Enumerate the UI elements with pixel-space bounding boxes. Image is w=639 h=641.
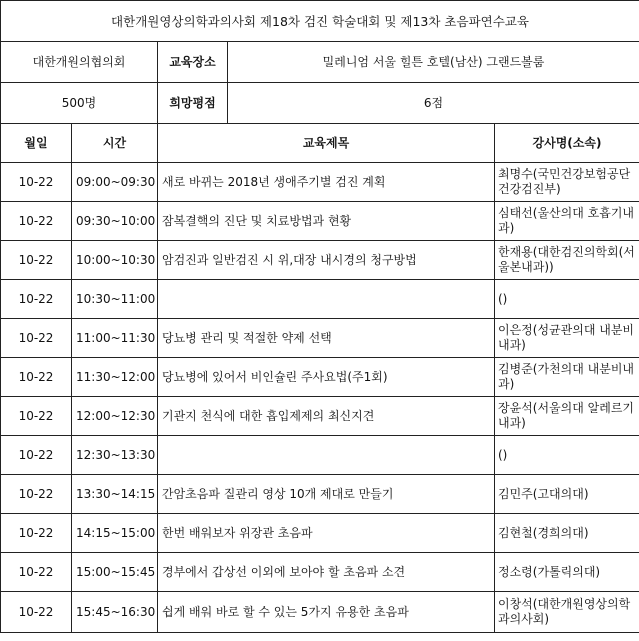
row-topic: 당뇨병에 있어서 비인슐린 주사요법(주1회): [158, 358, 495, 397]
credit-label: 희망평점: [158, 83, 228, 124]
row-lecturer: 최명수(국민건강보험공단 건강검진부): [495, 163, 639, 202]
table-row: [1, 319, 639, 358]
row-time: 14:15~15:00: [72, 514, 158, 553]
row-lecturer: 심태선(울산의대 호흡기내과): [495, 202, 639, 241]
row-topic: 기관지 천식에 대한 흡입제제의 최신지견: [158, 397, 495, 436]
header-topic: 교육제목: [158, 124, 495, 163]
row-date: 10-22: [1, 553, 72, 592]
row-lecturer: 한재용(대한검진의학회(서울본내과)): [495, 241, 639, 280]
row-topic: 암검진과 일반검진 시 위,대장 내시경의 청구방법: [158, 241, 495, 280]
row-topic: [158, 436, 495, 475]
row-date: 10-22: [1, 241, 72, 280]
table-row: [1, 475, 639, 514]
row-date: 10-22: [1, 397, 72, 436]
row-date: 10-22: [1, 202, 72, 241]
row-lecturer: 김민주(고대의대): [495, 475, 639, 514]
row-date: 10-22: [1, 475, 72, 514]
row-time: 11:00~11:30: [72, 319, 158, 358]
row-lecturer: (): [495, 280, 639, 319]
row-time: 11:30~12:00: [72, 358, 158, 397]
row-topic: 당뇨병 관리 및 적절한 약제 선택: [158, 319, 495, 358]
row-time: 12:00~12:30: [72, 397, 158, 436]
table-row: [1, 436, 639, 475]
table-row: [1, 280, 639, 319]
row-lecturer: 이은정(성균관의대 내분비내과): [495, 319, 639, 358]
row-topic: 간암초음파 질관리 영상 10개 제대로 만들기: [158, 475, 495, 514]
venue-label: 교육장소: [158, 42, 228, 83]
venue-value: 밀레니엄 서울 힐튼 호텔(남산) 그랜드볼룸: [228, 42, 639, 83]
row-time: 15:45~16:30: [72, 592, 158, 633]
row-time: 15:00~15:45: [72, 553, 158, 592]
page-title: 대한개원영상의학과의사회 제18차 검진 학술대회 및 제13차 초음파연수교육: [1, 1, 639, 42]
row-date: 10-22: [1, 280, 72, 319]
row-time: 09:00~09:30: [72, 163, 158, 202]
row-date: 10-22: [1, 436, 72, 475]
header-lecturer: 강사명(소속): [495, 124, 639, 163]
table-row: [1, 241, 639, 280]
table-row: [1, 163, 639, 202]
row-lecturer: 정소령(가톨릭의대): [495, 553, 639, 592]
row-time: 12:30~13:30: [72, 436, 158, 475]
row-topic: 새로 바뀌는 2018년 생애주기별 검진 계획: [158, 163, 495, 202]
table-row: [1, 553, 639, 592]
row-lecturer: 장윤석(서울의대 알레르기내과): [495, 397, 639, 436]
row-date: 10-22: [1, 592, 72, 633]
row-date: 10-22: [1, 514, 72, 553]
header-time: 시간: [72, 124, 158, 163]
row-lecturer: 이창석(대한개원영상의학과의사회): [495, 592, 639, 633]
table-row: [1, 397, 639, 436]
row-time: 09:30~10:00: [72, 202, 158, 241]
row-date: 10-22: [1, 163, 72, 202]
row-lecturer: (): [495, 436, 639, 475]
row-topic: [158, 280, 495, 319]
table-row: [1, 358, 639, 397]
row-topic: 잠복결핵의 진단 및 치료방법과 현황: [158, 202, 495, 241]
header-date: 월일: [1, 124, 72, 163]
organizer-name: 대한개원의협의회: [1, 42, 158, 83]
table-row: [1, 592, 639, 633]
table-row: [1, 514, 639, 553]
table-row: [1, 202, 639, 241]
row-lecturer: 김현철(경희의대): [495, 514, 639, 553]
row-topic: 경부에서 갑상선 이외에 보아야 할 초음파 소견: [158, 553, 495, 592]
row-time: 13:30~14:15: [72, 475, 158, 514]
capacity-value: 500명: [1, 83, 158, 124]
row-time: 10:30~11:00: [72, 280, 158, 319]
row-date: 10-22: [1, 358, 72, 397]
row-time: 10:00~10:30: [72, 241, 158, 280]
row-lecturer: 김병준(가천의대 내분비내과): [495, 358, 639, 397]
credit-value: 6점: [228, 83, 639, 124]
row-date: 10-22: [1, 319, 72, 358]
row-topic: 쉽게 배워 바로 할 수 있는 5가지 유용한 초음파: [158, 592, 495, 633]
row-topic: 한번 배워보자 위장관 초음파: [158, 514, 495, 553]
